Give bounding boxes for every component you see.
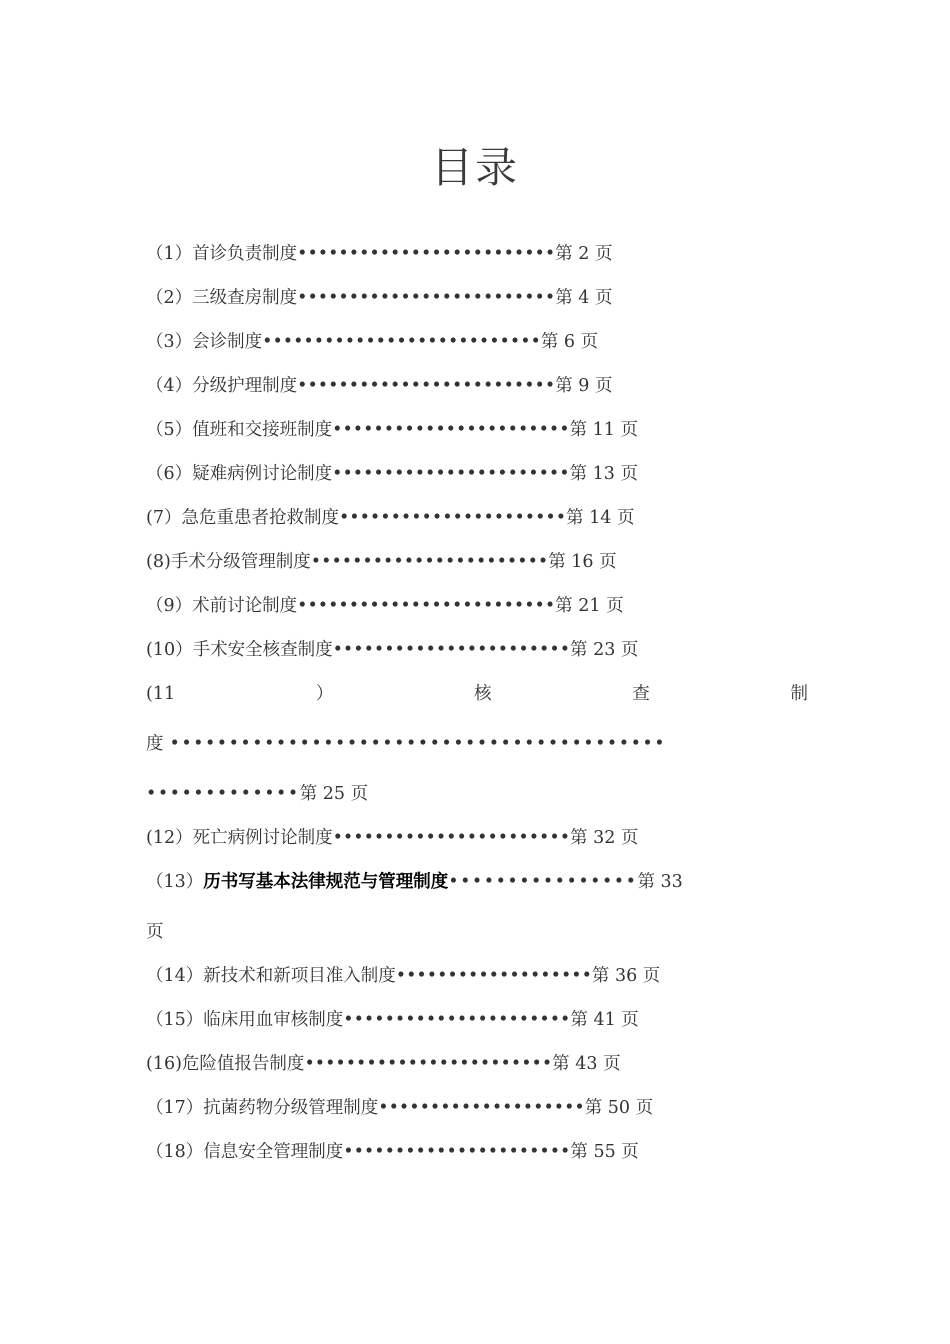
toc-leader-dots: ••••••••••••••••••••••• [332, 828, 571, 848]
toc-leader-dots: ••••••••••••••••••••••• [332, 420, 570, 440]
toc-entry-label: (10）手术安全核查制度 [146, 640, 333, 660]
toc-entry-page: 第 55 页 [570, 1142, 639, 1162]
toc-leader-dots: ••••••••••••••••••••••••• [297, 376, 556, 396]
toc-entry-page: 第 33 [637, 872, 683, 892]
page-title: 目录 [430, 143, 519, 192]
toc-entry-label-part: (11 [146, 684, 176, 704]
toc-entry-justified-line[interactable] [146, 682, 808, 706]
toc-leader-dots: ••••••••••••••••••••••••• [297, 288, 556, 308]
toc-leader-dots: ••••••••••••••••••••••••• [297, 596, 556, 616]
toc-leader-dots: ••••••••••••••••••• [395, 966, 592, 986]
toc-leader-dots: ••••••••••••• [146, 784, 300, 804]
toc-entry-page: 第 21 页 [555, 596, 624, 616]
toc-entry[interactable] [146, 506, 634, 530]
toc-entry[interactable] [146, 964, 660, 988]
toc-leader-dots: ••••••••••••••••••••••• [332, 640, 571, 660]
toc-leader-dots: •••••••••••••••••••••••• [304, 1054, 553, 1074]
toc-leader-dots: •••••••••••••••••••••• [343, 1142, 571, 1162]
toc-entry[interactable] [146, 870, 683, 894]
toc-entry-page: 第 23 页 [570, 640, 639, 660]
toc-leader-dots: ••••••••••••••••••••••••• [297, 244, 556, 264]
toc-leader-dots: •••••••••••••••••••••• [338, 508, 567, 528]
toc-entry-label-part: 查 [632, 684, 650, 704]
toc-entry-label: 度 [146, 734, 164, 754]
toc-entry-page: 第 2 页 [555, 244, 613, 264]
toc-entry-continuation[interactable] [146, 782, 368, 806]
toc-entry-page: 第 25 页 [299, 784, 369, 804]
toc-entry[interactable] [146, 638, 638, 662]
toc-entry-page: 第 43 页 [552, 1054, 621, 1074]
toc-entry-label: (8)手术分级管理制度 [146, 552, 311, 572]
toc-entry-page: 第 14 页 [566, 508, 635, 528]
toc-entry-label: （15）临床用血审核制度 [146, 1010, 344, 1030]
toc-entry-page-continuation: 页 [146, 922, 164, 942]
toc-entry[interactable] [146, 462, 638, 486]
toc-leader-dots: •••••••••••••••••••••• [343, 1010, 571, 1030]
toc-entry-page: 第 13 页 [569, 464, 638, 484]
toc-leader-dots: ••••••••••••••••••••••• [310, 552, 549, 572]
toc-leader-dots: ••••••••••••••••••••••••••• [262, 332, 541, 352]
toc-leader-dots: ••••••••••••••••••••••• [332, 464, 570, 484]
toc-entry-label: (7）急危重患者抢救制度 [146, 508, 339, 528]
toc-entry-label: (12）死亡病例讨论制度 [146, 828, 333, 848]
toc-leader-dots: •••••••••••••••••••••••••••••••••••••••••• [169, 734, 667, 754]
toc-entry-label-prefix: （13） [146, 872, 204, 892]
toc-entry[interactable] [146, 330, 598, 354]
toc-entry-page: 第 9 页 [555, 376, 613, 396]
toc-entry-label: （14）新技术和新项目准入制度 [146, 966, 396, 986]
toc-entry[interactable] [146, 242, 612, 266]
toc-entry-page: 第 36 页 [591, 966, 661, 986]
toc-entry-label-part: 制 [790, 684, 808, 704]
toc-leader-dots: •••••••••••••••••••• [378, 1098, 585, 1118]
toc-entry-page: 第 41 页 [570, 1010, 639, 1030]
toc-entry-page: 第 32 页 [570, 828, 639, 848]
toc-entry[interactable] [146, 418, 638, 442]
toc-entry-label: （18）信息安全管理制度 [146, 1142, 344, 1162]
toc-entry-label: （9）术前讨论制度 [146, 596, 298, 616]
toc-entry-label-part: 核 [474, 684, 492, 704]
toc-entry[interactable] [146, 1008, 639, 1032]
toc-entry-label: （3）会诊制度 [146, 332, 263, 352]
toc-entry-label: （5）值班和交接班制度 [146, 420, 333, 440]
toc-entry-label: （2）三级查房制度 [146, 288, 298, 308]
toc-entry[interactable] [146, 826, 638, 850]
toc-entry[interactable] [146, 1096, 653, 1120]
toc-entry-page: 第 16 页 [548, 552, 617, 572]
toc-entry-page: 第 6 页 [540, 332, 599, 352]
toc-entry-label: （4）分级护理制度 [146, 376, 298, 396]
toc-entry-continuation[interactable] [146, 920, 164, 944]
toc-entry-label-part: ） [315, 684, 334, 704]
toc-entry[interactable] [146, 1140, 639, 1164]
toc-entry-label: 历书写基本法律规范与管理制度 [203, 872, 449, 892]
toc-leader-dots: •••••••••••••••• [448, 872, 638, 892]
toc-entry-label: （17）抗菌药物分级管理制度 [146, 1098, 379, 1118]
toc-entry-label: (16)危险值报告制度 [146, 1054, 305, 1074]
toc-entry[interactable] [146, 550, 617, 574]
toc-entry-label: （1）首诊负责制度 [146, 244, 298, 264]
toc-entry-label: （6）疑难病例讨论制度 [146, 464, 333, 484]
toc-entry[interactable] [146, 374, 612, 398]
toc-entry[interactable] [146, 1052, 621, 1076]
toc-entry-page: 第 50 页 [584, 1098, 654, 1118]
toc-entry-page: 第 4 页 [555, 288, 613, 308]
toc-entry[interactable] [146, 286, 612, 310]
toc-entry-page: 第 11 页 [569, 420, 638, 440]
toc-entry[interactable] [146, 594, 624, 618]
toc-entry-continuation[interactable] [146, 732, 808, 756]
